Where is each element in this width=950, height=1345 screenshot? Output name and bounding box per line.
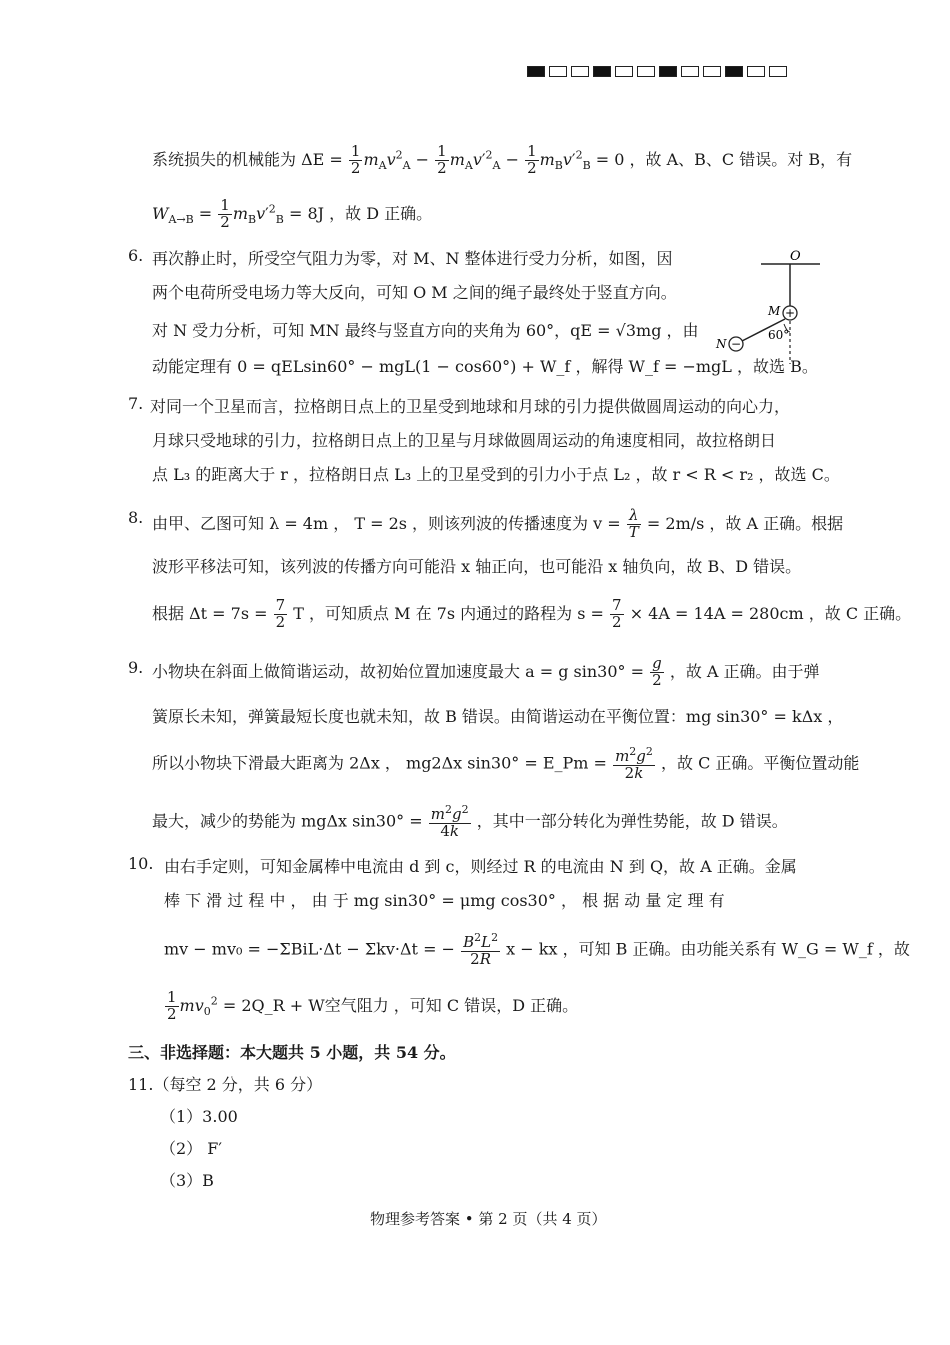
label-m: M	[768, 304, 781, 318]
text-line: 点 L₃ 的距离大于 r ，拉格朗日点 L₃ 上的卫星受到的引力小于点 L₂ ，故 r < R < r₂ ，故选 C。	[152, 465, 840, 484]
section-heading: 三、非选择题：本大题共 5 小题，共 54 分。	[128, 1043, 456, 1062]
text-line: 对 N 受力分析，可知 MN 最终与竖直方向的夹角为 60°，qE = √3mg ，由	[152, 321, 699, 340]
header-mark	[615, 66, 633, 77]
header-mark	[769, 66, 787, 77]
text-line: 由右手定则，可知金属棒中电流由 d 到 c，则经过 R 的电流由 N 到 Q，故 A 正确。金属	[164, 857, 797, 876]
question-number: 8.	[128, 508, 144, 527]
text-line: 所以小物块下滑最大距离为 2Δx ， mg2Δx sin30° = E_Pm = $\frac{m^2g^2}{2k}$ ，故 C 正确。平衡位置动能	[152, 745, 860, 782]
header-marks	[527, 66, 787, 77]
label-angle: 60°	[768, 328, 790, 342]
header-mark	[659, 66, 677, 77]
force-diagram	[706, 244, 830, 374]
answer-item: （1）3.00	[160, 1107, 238, 1126]
text-line: 两个电荷所受电场力等大反向，可知 O M 之间的绳子最终处于竖直方向。	[152, 283, 677, 302]
header-mark	[571, 66, 589, 77]
text-line: 簧原长未知，弹簧最短长度也就未知，故 B 错误。由简谐运动在平衡位置：mg sin30° = kΔx ，	[152, 707, 844, 726]
header-mark	[549, 66, 567, 77]
header-mark	[593, 66, 611, 77]
answer-item: （3）B	[160, 1171, 214, 1190]
header-mark	[703, 66, 721, 77]
text-line: 由甲、乙图可知 λ = 4m ， T = 2s ，则该列波的传播速度为 v = $\frac{\lambda}{T}$ = 2m/s ，故 A 正确。根据	[152, 506, 844, 541]
question-number: 7.	[128, 394, 144, 413]
question-number: 10.	[128, 854, 154, 873]
answer-item: （2） F′	[160, 1139, 223, 1158]
text-line: 波形平移法可知，该列波的传播方向可能沿 x 轴正向，也可能沿 x 轴负向，故 B、D 错误。	[152, 557, 802, 576]
question-number: 9.	[128, 658, 144, 677]
label-o: O	[790, 249, 801, 264]
header-mark	[725, 66, 743, 77]
text-line: 根据 Δt = 7s = $\frac{7}{2}$ T ，可知质点 M 在 7s 内通过的路程为 s = $\frac{7}{2}$ × 4A = 14A = 280cm ，故 C 正确。	[152, 596, 912, 631]
text-line: mv − mv₀ = −ΣBiL·Δt − Σkv·Δt = − $\frac{B^2L^2}{2R}$ x − kx ，可知 B 正确。由功能关系有 W_G = W_f ，故	[164, 931, 910, 968]
text-line: $\frac{1}{2}$ $mv_0^2$ = 2Q_R + W空气阻力 ，可知 C 错误，D 正确。	[167, 988, 579, 1023]
text-line: 棒 下 滑 过 程 中 ， 由 于 mg sin30° = μmg cos30° ， 根 据 动 量 定 理 有	[164, 891, 725, 910]
label-n: N	[716, 337, 727, 351]
header-mark	[637, 66, 655, 77]
text-line: 最大，减少的势能为 mgΔx sin30° = $\frac{m^2g^2}{4k}$ ，其中一部分转化为弹性势能，故 D 错误。	[152, 803, 788, 840]
text-line: 系统损失的机械能为 ΔE = $\frac{1}{2}$ $m_Av^2_A$ − $\frac{1}{2}$ $m_Av'^2_A$ − $\frac{1}{2}$ $m_Bv'^2_B = 0$ ，故 A、B、C 错误。对 B，有	[152, 142, 853, 177]
header-mark	[527, 66, 545, 77]
header-mark	[747, 66, 765, 77]
question-heading: 11.（每空 2 分，共 6 分）	[128, 1075, 323, 1094]
text-line: 再次静止时，所受空气阻力为零，对 M、N 整体进行受力分析，如图，因	[152, 249, 673, 268]
text-line: $W_{A\to B}$ = $\frac{1}{2}$ $m_Bv'^2_B = 8J$ ，故 D 正确。	[152, 196, 433, 231]
text-line: 月球只受地球的引力，拉格朗日点上的卫星与月球做圆周运动的角速度相同，故拉格朗日	[152, 431, 777, 450]
svg-text:−: −	[731, 337, 742, 351]
page-footer: 物理参考答案 • 第 2 页（共 4 页）	[370, 1210, 607, 1228]
text-line: 对同一个卫星而言，拉格朗日点上的卫星受到地球和月球的引力提供做圆周运动的向心力，	[150, 397, 791, 416]
text-line: 小物块在斜面上做简谐运动，故初始位置加速度最大 a = g sin30° = $\frac{g}{2}$ ，故 A 正确。由于弹	[152, 654, 820, 689]
question-number: 6.	[128, 246, 144, 265]
header-mark	[681, 66, 699, 77]
text-line: 动能定理有 0 = qELsin60° − mgL(1 − cos60°) + W_f ，解得 W_f = −mgL ，故选 B。	[152, 357, 818, 376]
svg-text:+: +	[785, 306, 796, 320]
